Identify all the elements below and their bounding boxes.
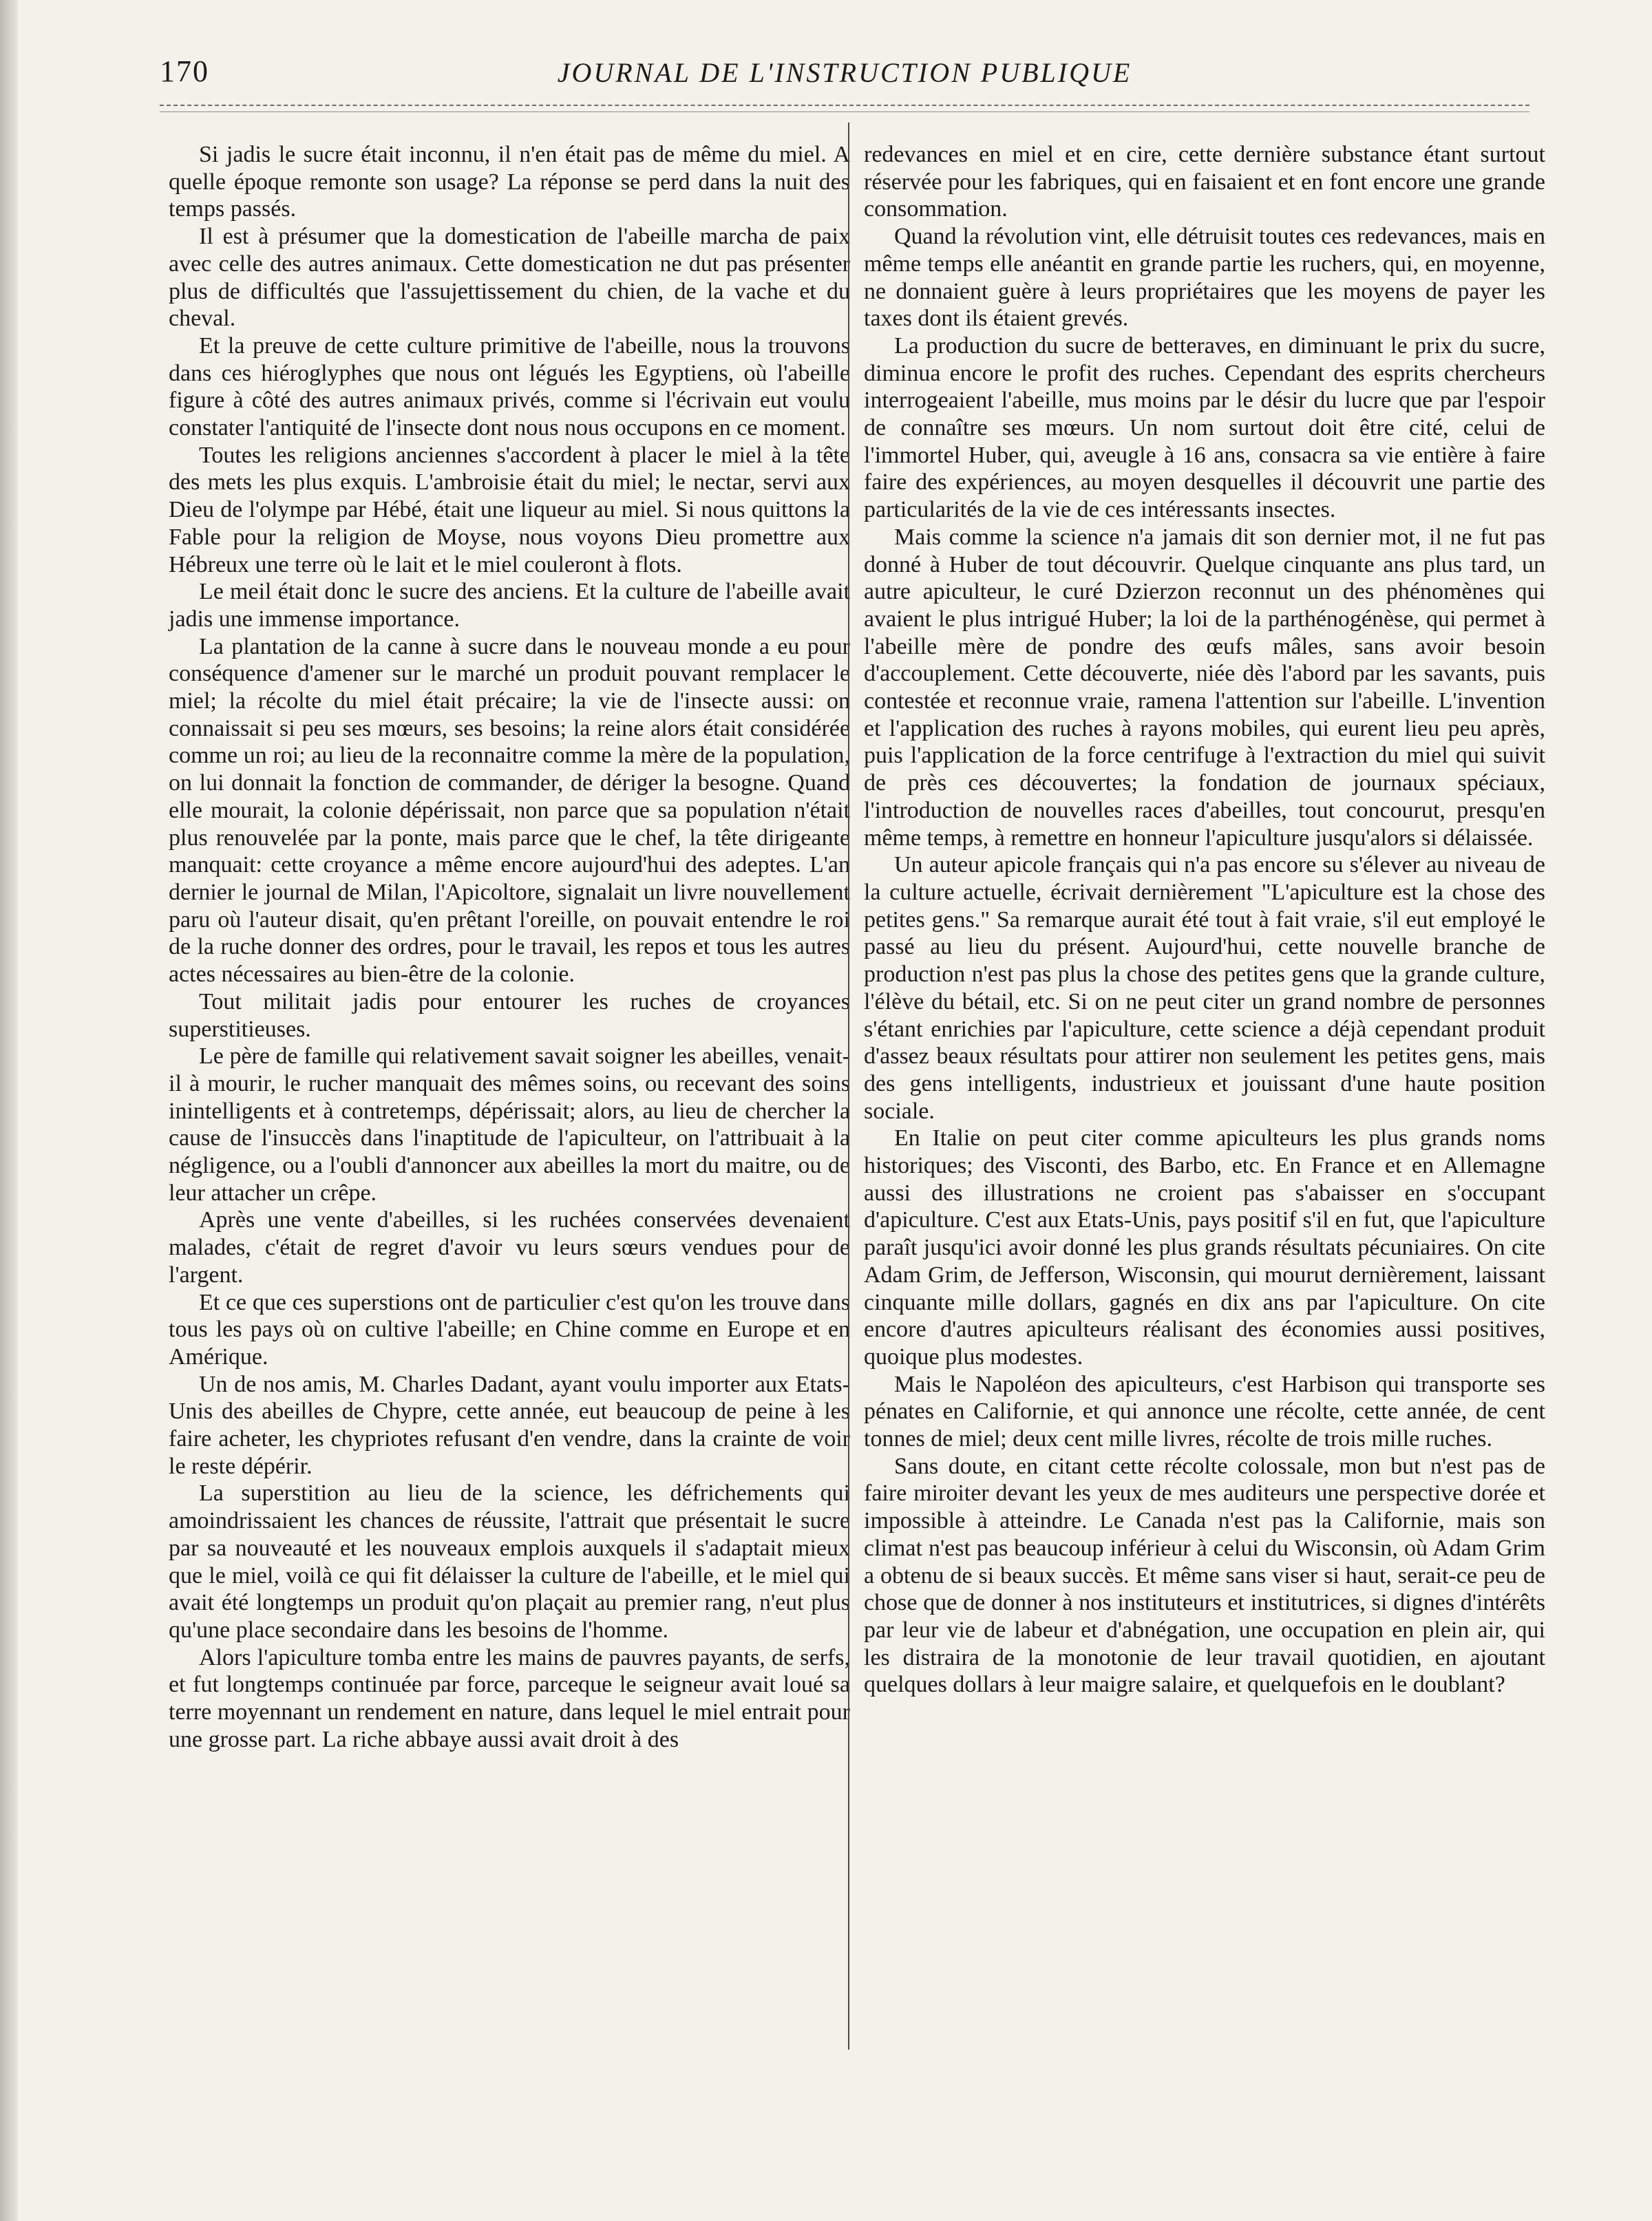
paragraph: Toutes les religions anciennes s'accordent à placer le miel à la tête des mets les plus exquis. L'ambroisie était du miel; le nectar, servi aux Dieu de l'olympe par Hébé, était une liqueur au miel. Si nous quittons la Fable pour la religion de Moyse, nous voyons Dieu promettre aux Hébreux une terre où le lait et le miel couleront à flots. <box>169 442 850 577</box>
paragraph: Un auteur apicole français qui n'a pas encore su s'élever au niveau de la culture actuelle, écrivait dernièrement "L'apiculture est la chose des petites gens." Sa remarque aurait été tout à fait vraie, s'il eut employé le passé au lieu du présent. Aujourd'hui, cette nouvelle branche de production n'est pas plus la chose des petites gens que la grande culture, l'élève du bétail, etc. Si on ne peut citer un grand nombre de personnes s'étant enrichies par l'apiculture, cette science a déjà cependant produit d'assez beaux résultats pour attirer non seulement les petites gens, mais des gens intelligents, industrieux et jouissant d'une haute position sociale. <box>864 852 1545 1124</box>
paragraph: Quand la révolution vint, elle détruisit toutes ces redevances, mais en même temps elle anéantit en grande partie les ruchers, qui, en moyenne, ne donnaient guère à leurs propriétaires que les moyens de payer les taxes dont ils étaient grevés. <box>864 224 1545 332</box>
paragraph: Le père de famille qui relativement savait soigner les abeilles, venait-il à mourir, le rucher manquait des mêmes soins, ou recevant des soins inintelligents et à contretemps, dépérissait; alors, au lieu de chercher la cause de l'insuccès dans l'inaptitude de l'apiculteur, on l'attribuait à la négligence, ou a l'oubli d'annoncer aux abeilles la mort du maitre, ou de leur attacher un crêpe. <box>169 1043 850 1206</box>
paragraph: Sans doute, en citant cette récolte colossale, mon but n'est pas de faire miroiter devant les yeux de mes auditeurs une perspective dorée et impossible à atteindre. Le Canada n'est pas la Californie, mais son climat n'est pas beaucoup inférieur à celui du Wisconsin, où Adam Grim a obtenu de si beaux succès. Et même sans viser si haut, serait-ce peu de chose que de donner à nos instituteurs et institutrices, si dignes d'intérêts par leur vie de labeur et d'abnégation, une occupation en plein air, qui les distraira de la monotonie de leur travail quotidien, en ajoutant quelques dollars à leur maigre salaire, et quelquefois en le doublant? <box>864 1453 1545 1698</box>
left-column <box>169 141 850 1753</box>
paragraph-continuation: redevances en miel et en cire, cette dernière substance étant surtout réservée pour les fabriques, qui en faisaient et en font encore une grande consommation. <box>864 142 1545 222</box>
journal-title: JOURNAL DE L'INSTRUCTION PUBLIQUE <box>557 57 1132 88</box>
paragraph: La production du sucre de betteraves, en diminuant le prix du sucre, diminua encore le profit des ruches. Cependant des esprits chercheurs interrogeaient l'abeille, mus moins par le désir du lucre que par l'espoir de connaître ses mœurs. Un nom surtout doit être cité, celui de l'immortel Huber, qui, aveugle à 16 ans, consacra sa vie entière à faire faire des expériences, au moyen desquelles il découvrit une partie des particularités de la vie de ces intéressants insectes. <box>864 332 1545 523</box>
page-header <box>160 54 1529 95</box>
paragraph: La plantation de la canne à sucre dans le nouveau monde a eu pour conséquence d'amener sur le marché un produit pouvant remplacer le miel; la récolte du miel était précaire; la vie de l'insecte aussi: on connaissait si peu ses mœurs, ses besoins; la reine alors était considérée comme un roi; au lieu de la reconnaitre comme la mère de la population, on lui donnait la fonction de commander, de dériger la besogne. Quand elle mourait, la colonie dépérissait, non parce que sa population n'était plus renouvelée par la ponte, mais parce que le chef, la tête dirigeante manquait: cette croyance a même encore aujourd'hui des adeptes. L'an dernier le journal de Milan, l'Apicoltore, signalait un livre nouvellement paru où l'auteur disait, qu'en prêtant l'oreille, on pouvait entendre le roi de la ruche donner des ordres, pour le travail, les repos et tous les autres actes nécessaires au bien-être de la colonie. <box>169 633 850 988</box>
paragraph: En Italie on peut citer comme apiculteurs les plus grands noms historiques; des Visconti, des Barbo, etc. En France et en Allemagne aussi des illustrations ne croient pas s'abaisser en s'occupant d'apiculture. C'est aux Etats-Unis, pays positif s'il en fut, que l'apiculture paraît jusqu'ici avoir donné les plus grands résultats pécuniaires. On cite Adam Grim, de Jefferson, Wisconsin, qui mourut dernièrement, laissant cinquante mille dollars, gagnés en dix ans par l'apiculture. On cite encore d'autres apiculteurs réalisant des économies aussi positives, quoique plus modestes. <box>864 1125 1545 1370</box>
column-divider <box>848 123 849 2050</box>
paragraph: Si jadis le sucre était inconnu, il n'en était pas de même du miel. A quelle époque remonte son usage? La réponse se perd dans la nuit des temps passés. <box>169 142 850 222</box>
right-column <box>864 141 1545 1699</box>
page-number: 170 <box>160 54 209 88</box>
page-binding-edge <box>0 0 18 2221</box>
paragraph: Le meil était donc le sucre des anciens. Et la culture de l'abeille avait jadis une immense importance. <box>169 579 850 632</box>
paragraph: Après une vente d'abeilles, si les ruchées conservées devenaient malades, c'était de regret d'avoir vu leurs sœurs vendues pour de l'argent. <box>169 1207 850 1288</box>
paragraph: La superstition au lieu de la science, les défrichements qui amoindrissaient les chances de réussite, l'attrait que présentait le sucre par sa nouveauté et les nouveaux emplois auxquels il s'adaptait mieux que le miel, voilà ce qui fit délaisser la culture de l'abeille, et le miel qui avait été longtemps un produit qu'on plaçait au premier rang, n'eut plus qu'une place secondaire dans les besoins de l'homme. <box>169 1480 850 1643</box>
paragraph: Mais comme la science n'a jamais dit son dernier mot, il ne fut pas donné à Huber de tout découvrir. Quelque cinquante ans plus tard, un autre apiculteur, le curé Dzierzon reconnut un des phénomènes qui avaient le plus intrigué Huber; la loi de la parthénogénèse, qui permet à l'abeille mère de pondre des œufs mâles, sans avoir besoin d'accouplement. Cette découverte, niée dès l'abord par les savants, puis contestée et reconnue vraie, ramena l'attention sur l'abeille. L'invention et l'application des ruches à rayons mobiles, qui eurent lieu peu après, puis l'application de la force centrifuge à l'extraction du miel qui suivit de près ces découvertes; la fondation de journaux spéciaux, l'introduction de nouvelles races d'abeilles, tout concourut, presqu'en même temps, à remettre en honneur l'apiculture jusqu'alors si délaissée. <box>864 524 1545 851</box>
paragraph: Et ce que ces superstions ont de particulier c'est qu'on les trouve dans tous les pays où on cultive l'abeille; en Chine comme en Europe et en Amérique. <box>169 1289 850 1370</box>
paragraph: Et la preuve de cette culture primitive de l'abeille, nous la trouvons dans ces hiéroglyphes que nous ont légués les Egyptiens, où l'abeille figure à côté des autres animaux privés, comme si l'écrivain eut voulu constater l'antiquité de l'insecte dont nous nous occupons en ce moment. <box>169 332 850 441</box>
header-rule-lower <box>160 111 1529 112</box>
paragraph: Un de nos amis, M. Charles Dadant, ayant voulu importer aux Etats-Unis des abeilles de Chypre, cette année, eut beaucoup de peine à les faire acheter, les chypriotes refusant d'en vendre, dans la crainte de voir le reste dépérir. <box>169 1371 850 1479</box>
paragraph: Alors l'apiculture tomba entre les mains de pauvres payants, de serfs, et fut longtemps continuée par force, parceque le seigneur avait loué sa terre moyennant un rendement en nature, dans lequel le miel entrait pour une grosse part. La riche abbaye aussi avait droit à des <box>169 1644 850 1752</box>
paragraph: Il est à présumer que la domestication de l'abeille marcha de paix avec celle des autres animaux. Cette domestication ne dut pas présenter plus de difficultés que l'assujettissement du chien, de la vache et du cheval. <box>169 224 850 332</box>
paragraph: Tout militait jadis pour entourer les ruches de croyances superstitieuses. <box>169 988 850 1042</box>
paragraph: Mais le Napoléon des apiculteurs, c'est Harbison qui transporte ses pénates en Californie, et qui annonce une récolte, cette année, de cent tonnes de miel; deux cent mille livres, récolte de trois mille ruches. <box>864 1371 1545 1452</box>
header-rule <box>160 105 1529 106</box>
